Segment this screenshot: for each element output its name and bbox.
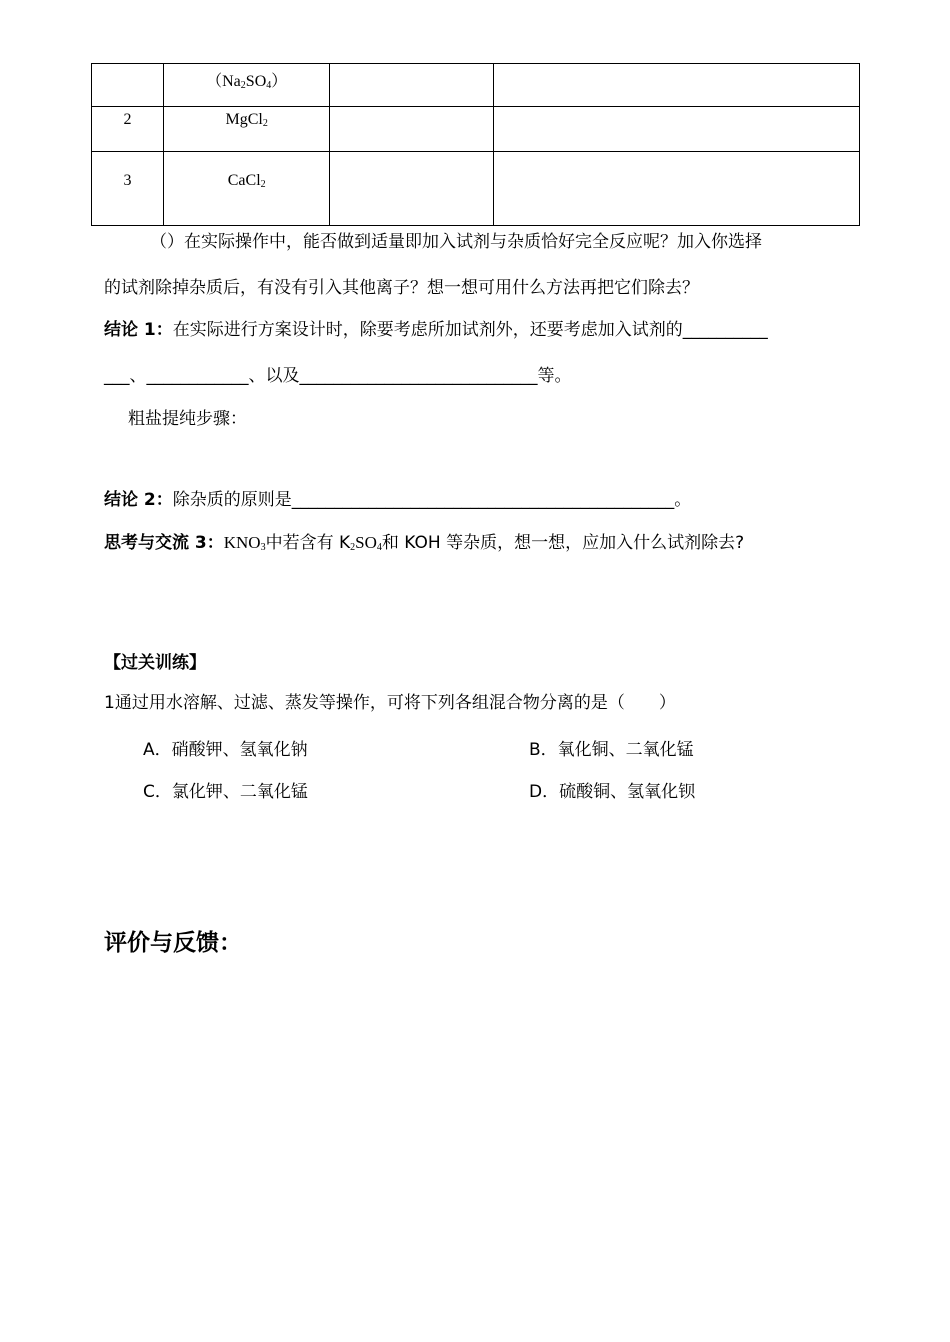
think-3-label: 思考与交流 3： [104, 533, 224, 553]
reagent-cell [330, 64, 493, 107]
question-1: 1通过用水溶解、过滤、蒸发等操作，可将下列各组混合物分离的是（ ） [104, 693, 676, 713]
impurity-cell: CaCl$_2$ [164, 152, 330, 226]
impurity-cell: MgCl$_2$ [164, 107, 330, 152]
conclusion-2-label: 结论 2： [104, 490, 173, 510]
table-row [92, 107, 860, 152]
conclusion-1-line-2: ___、____________、以及____________________________等。 [104, 366, 572, 386]
equation-cell [493, 152, 860, 226]
row-number-cell [92, 64, 164, 107]
conclusion-1-text: 在实际进行方案设计时，除要考虑所加试剂外，还要考虑加入试剂的__________ [172, 320, 768, 340]
reagent-table [91, 63, 860, 226]
reagent-cell [330, 152, 493, 226]
table-row [92, 152, 860, 226]
option-b: B．氧化铜、二氧化锰 [529, 740, 694, 760]
equation-cell [493, 64, 860, 107]
conclusion-1-label: 结论 1： [104, 320, 173, 340]
think-and-discuss-3: 思考与交流 3：$KNO_3$中若含有 $K_2SO_4$和 KOH 等杂质，想一想，应加入什么试剂除去? [104, 533, 745, 553]
option-a: A．硝酸钾、氢氧化钠 [143, 740, 308, 760]
conclusion-2 [104, 490, 691, 510]
paragraph-line-2: 的试剂除掉杂质后，有没有引入其他离子？想一想可用什么方法再把它们除去？ [104, 278, 699, 298]
crude-salt-steps-label: 粗盐提纯步骤： [128, 409, 247, 429]
option-d: D．硫酸铜、氢氧化钡 [529, 782, 696, 802]
row-number-cell: 3 [92, 152, 164, 226]
option-c: C．氯化钾、二氧化锰 [143, 782, 308, 802]
feedback-heading: 评价与反馈： [104, 930, 242, 956]
impurity-cell: $(Na_2SO_4)$ [164, 64, 330, 107]
equation-cell [493, 107, 860, 152]
table-row [92, 64, 860, 107]
row-number-cell: 2 [92, 107, 164, 152]
paragraph-line-1: （）在实际操作中，能否做到适量即加入试剂与杂质恰好完全反应呢？加入你选择 [150, 232, 762, 252]
conclusion-2-text: 除杂质的原则是_____________________________________________。 [172, 490, 692, 510]
training-title: 【过关训练】 [104, 653, 206, 673]
reagent-cell [330, 107, 493, 152]
conclusion-1 [104, 320, 768, 340]
